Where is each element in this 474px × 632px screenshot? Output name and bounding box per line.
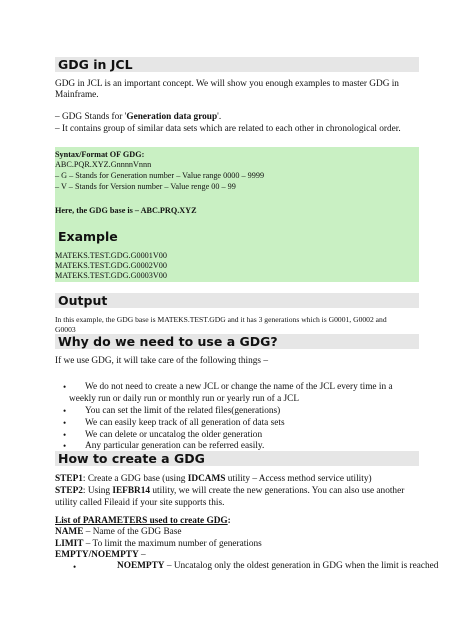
param-noempty-label: NOEMPTY [117, 561, 165, 571]
contains-line: – It contains group of similar data sets which are related to each other in chronological order. [55, 124, 401, 134]
why-heading: Why do we need to use a GDG? [55, 334, 419, 349]
syntax-g-line: – G – Stands for Generation number – Value range 0000 – 9999 [55, 171, 265, 180]
param-empty-label: EMPTY/NOEMPTY [55, 550, 139, 560]
syntax-v-line: – V – Stands for Version number – Value renge 00 – 99 [55, 182, 236, 191]
param-noempty-text: – Uncatalog only the oldest generation in GDG when the limit is reached [164, 561, 439, 571]
step1-text-c: utility – Access method service utility) [225, 474, 372, 484]
syntax-heading [55, 150, 144, 160]
why-bullet-4: We can delete or uncatalog the older generation [85, 430, 263, 440]
step1-text-a: : Create a GDG base (using [82, 474, 188, 484]
bullet-dot: • [63, 406, 67, 416]
step2-text-a: : Using [82, 486, 113, 496]
step2-iefbr14: IEFBR14 [112, 486, 151, 496]
syntax-base-text: Here, the GDG base is – ABC.PRQ.XYZ [55, 206, 197, 215]
step2-line [55, 486, 404, 497]
syntax-format: ABC.PQR.XYZ.GnnnnVnnn [55, 160, 152, 169]
syntax-base-line [55, 206, 197, 216]
param-limit-text: – To limit the maximum number of generations [83, 539, 262, 549]
param-noempty [117, 561, 438, 572]
example-line-2: MATEKS.TEST.GDG.G0002V00 [55, 261, 167, 270]
params-heading-text: List of PARAMETERS used to create GDG [55, 516, 228, 526]
bullet-dot: • [63, 418, 67, 428]
param-limit-label: LIMIT [55, 539, 84, 549]
params-colon: : [227, 516, 231, 526]
step2-text-c: utility, we will create the new generations. You can also use another [150, 486, 405, 496]
why-bullet-3: We can easily keep track of all generation of data sets [85, 418, 285, 428]
param-limit [55, 539, 262, 550]
why-intro: If we use GDG, it will take care of the following things – [55, 356, 269, 366]
example-heading: Example [55, 229, 419, 244]
step2-line-2: utility called Fileaid if your site supports this. [55, 498, 225, 508]
output-heading: Output [55, 293, 419, 308]
bullet-dot: • [63, 441, 67, 451]
param-name-text: – Name of the GDG Base [83, 527, 182, 537]
why-bullet-2: You can set the limit of the related files(generations) [85, 406, 281, 416]
step1-label: STEP1 [55, 474, 83, 484]
output-line-2: G0003 [55, 325, 76, 334]
step1-line [55, 474, 372, 485]
example-line-1: MATEKS.TEST.GDG.G0001V00 [55, 251, 167, 260]
stands-for-line [55, 112, 221, 123]
why-bullet-5: Any particular generation can be referred easily. [85, 441, 265, 451]
intro-line-2: Mainframe. [55, 90, 99, 100]
bullet-dot: • [63, 382, 67, 392]
param-name-label: NAME [55, 527, 84, 537]
param-empty-text: – [138, 550, 146, 560]
bullet-dot: • [73, 562, 77, 572]
step1-idcams: IDCAMS [187, 474, 226, 484]
stands-suffix: '. [217, 112, 222, 122]
output-line-1: In this example, the GDG base is MATEKS.TEST.GDG and it has 3 generations which is G0001, G0002 and [55, 315, 387, 324]
step2-label: STEP2 [55, 486, 83, 496]
param-empty [55, 550, 146, 561]
stands-prefix: – GDG Stands for ' [55, 112, 127, 122]
param-name [55, 527, 182, 538]
how-heading: How to create a GDG [55, 451, 419, 466]
intro-line-1: GDG in JCL is an important concept. We will show you enough examples to master GDG in [55, 79, 399, 89]
bullet-dot: • [63, 430, 67, 440]
params-heading [55, 516, 231, 527]
stands-bold: Generation data group [126, 112, 218, 122]
page-title: GDG in JCL [55, 57, 419, 72]
syntax-heading-text: Syntax/Format OF GDG: [55, 150, 145, 159]
why-bullet-1a: We do not need to create a new JCL or change the name of the JCL every time in a [85, 382, 393, 392]
why-bullet-1b: weekly run or daily run or monthly run or yearly run of a JCL [69, 394, 300, 404]
example-line-3: MATEKS.TEST.GDG.G0003V00 [55, 271, 167, 280]
